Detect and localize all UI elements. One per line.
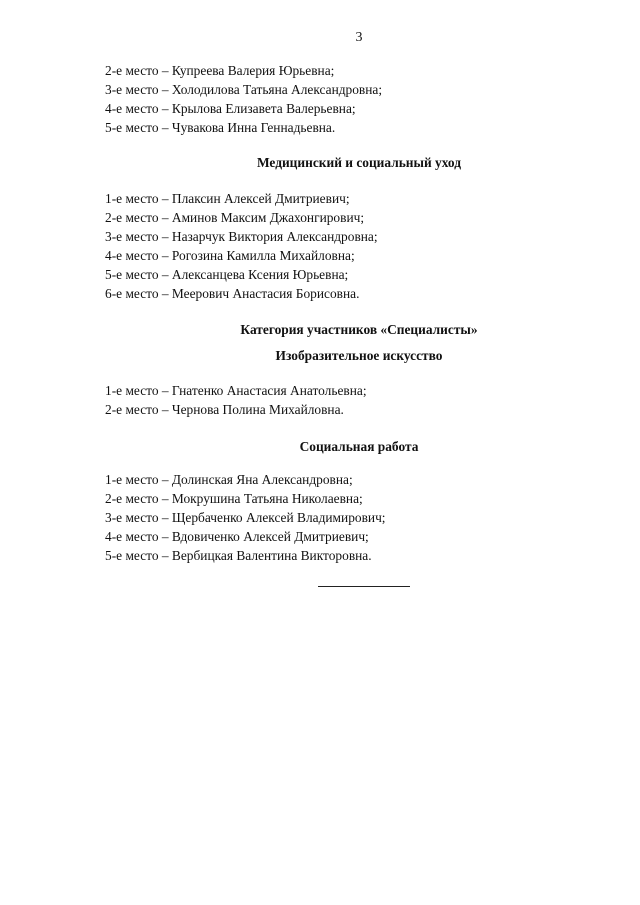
list-section-fine-art <box>105 381 535 419</box>
list-section-medical <box>105 189 535 303</box>
list-item: 3-е место – Щербаченко Алексей Владимирович; <box>105 510 386 525</box>
list-item: 2-е место – Аминов Максим Джахонгирович; <box>105 210 365 225</box>
document-body <box>105 61 535 565</box>
list-section-social-work <box>105 470 535 565</box>
list-item: 2-е место – Мокрушина Татьяна Николаевна; <box>105 491 363 506</box>
list-item: 6-е место – Меерович Анастасия Борисовна. <box>105 286 360 301</box>
list-item: 1-е место – Плаксин Алексей Дмитриевич; <box>105 191 350 206</box>
list-section-1 <box>105 61 535 137</box>
list-item: 3-е место – Холодилова Татьяна Александровна; <box>105 82 383 97</box>
list-item: 2-е место – Чернова Полина Михайловна. <box>105 402 344 417</box>
end-divider <box>318 586 410 587</box>
list-item: 5-е место – Чувакова Инна Геннадьевна. <box>105 120 336 135</box>
list-item: 3-е место – Назарчук Виктория Александровна; <box>105 229 378 244</box>
category-heading-specialists: Категория участников «Специалисты» <box>240 322 478 337</box>
list-item: 5-е место – Алексанцева Ксения Юрьевна; <box>105 267 349 282</box>
section-heading-fine-art: Изобразительное искусство <box>275 348 443 363</box>
list-item: 1-е место – Гнатенко Анастасия Анатольевна; <box>105 383 367 398</box>
list-item: 1-е место – Долинская Яна Александровна; <box>105 472 353 487</box>
section-heading-medical-social-care: Медицинский и социальный уход <box>256 155 462 170</box>
list-item: 4-е место – Крылова Елизавета Валерьевна; <box>105 101 356 116</box>
list-item: 4-е место – Рогозина Камилла Михайловна; <box>105 248 355 263</box>
list-item: 4-е место – Вдовиченко Алексей Дмитриевич; <box>105 529 369 544</box>
section-heading-social-work: Социальная работа <box>299 439 419 454</box>
list-item: 2-е место – Купреева Валерия Юрьевна; <box>105 63 335 78</box>
list-item: 5-е место – Вербицкая Валентина Викторовна. <box>105 548 372 563</box>
page-number: 3 <box>355 30 363 45</box>
